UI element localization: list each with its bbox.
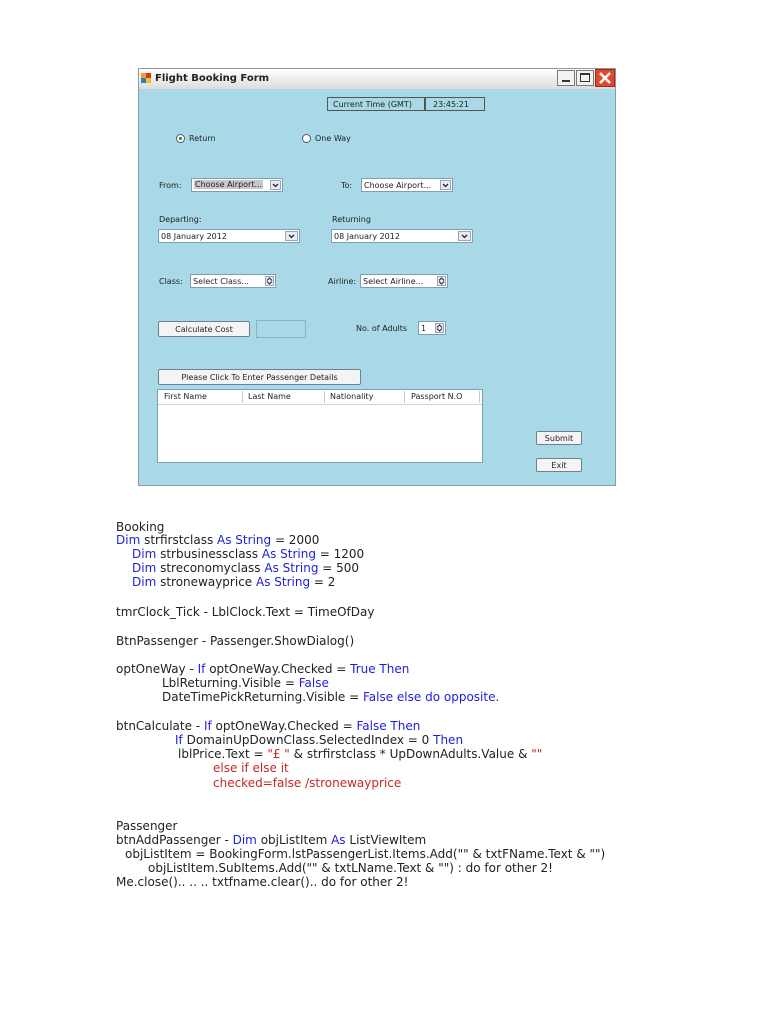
- departing-date-picker[interactable]: 08 January 2012: [158, 229, 300, 243]
- list-header: [158, 390, 482, 405]
- up-down-icon[interactable]: [437, 276, 446, 286]
- code-line-btn-passenger: BtnPassenger - Passenger.ShowDialog(): [116, 634, 355, 648]
- code-line-dim-economyclass: Dim streconomyclass As String = 500: [132, 561, 360, 575]
- from-label: From:: [159, 181, 182, 190]
- app-icon: [141, 73, 151, 83]
- maximize-icon: [580, 73, 590, 82]
- returning-label: Returning: [332, 215, 371, 224]
- column-first-name[interactable]: First Name: [164, 392, 207, 401]
- current-time-label: Current Time (GMT): [327, 97, 425, 111]
- code-line-subitems-add: objListItem.SubItems.Add("" & txtLName.Text & "") : do for other 2!: [148, 861, 553, 875]
- code-line-passenger: Passenger: [116, 819, 178, 833]
- class-label: Class:: [159, 277, 183, 286]
- chevron-down-icon[interactable]: [440, 180, 451, 190]
- class-spinner[interactable]: Select Class...: [190, 274, 276, 288]
- code-line-checked-false: checked=false /stronewayprice: [213, 776, 402, 790]
- code-line-dim-firstclass: Dim strfirstclass As String = 2000: [116, 533, 320, 547]
- return-radio-label: Return: [189, 134, 216, 143]
- close-button[interactable]: [595, 69, 615, 87]
- close-icon: [599, 72, 611, 84]
- adults-spinner[interactable]: 1: [418, 321, 446, 335]
- chevron-down-icon[interactable]: [270, 180, 281, 190]
- code-line-datepicker-returning: DateTimePickReturning.Visible = False else do opposite.: [162, 690, 500, 704]
- submit-button[interactable]: Submit: [536, 431, 582, 445]
- current-time-value: 23:45:21: [425, 97, 485, 111]
- window-title: Flight Booking Form: [155, 73, 270, 84]
- price-display: [256, 320, 306, 338]
- code-line-dim-businessclass: Dim strbusinessclass As String = 1200: [132, 547, 365, 561]
- column-nationality[interactable]: Nationality: [330, 392, 374, 401]
- minimize-icon: [562, 80, 570, 82]
- minimize-button[interactable]: [557, 70, 575, 86]
- code-line-booking: Booking: [116, 520, 165, 534]
- calculate-cost-button[interactable]: Calculate Cost: [158, 321, 250, 337]
- code-line-clock-tick: tmrClock_Tick - LblClock.Text = TimeOfDay: [116, 605, 375, 619]
- maximize-button[interactable]: [576, 70, 594, 86]
- return-radio[interactable]: [176, 134, 185, 143]
- departing-label: Departing:: [159, 215, 202, 224]
- calendar-dropdown-icon[interactable]: [458, 231, 471, 241]
- to-select[interactable]: Choose Airport...: [361, 178, 453, 192]
- code-line-me-close: Me.close().. .. .. txtfname.clear().. do for other 2!: [116, 875, 409, 889]
- column-last-name[interactable]: Last Name: [248, 392, 291, 401]
- code-line-lbl-returning: LblReturning.Visible = False: [162, 676, 329, 690]
- title-bar[interactable]: [139, 69, 615, 89]
- code-line-if-domain: If DomainUpDownClass.SelectedIndex = 0 Then: [175, 733, 464, 747]
- code-line-btn-add-passenger: btnAddPassenger - Dim objListItem As ListViewItem: [116, 833, 427, 847]
- passenger-list[interactable]: [157, 389, 483, 463]
- calendar-dropdown-icon[interactable]: [285, 231, 298, 241]
- to-label: To:: [341, 181, 353, 190]
- code-line-lblprice: lblPrice.Text = "£ " & strfirstclass * UpDownAdults.Value & "": [178, 747, 543, 761]
- code-line-btn-calculate: btnCalculate - If optOneWay.Checked = False Then: [116, 719, 421, 733]
- oneway-radio[interactable]: [302, 134, 311, 143]
- flight-booking-window: [138, 68, 616, 486]
- airline-label: Airline:: [328, 277, 357, 286]
- adults-label: No. of Adults: [356, 324, 408, 333]
- exit-button[interactable]: Exit: [536, 458, 582, 472]
- code-line-opt-oneway: optOneWay - If optOneWay.Checked = True Then: [116, 662, 410, 676]
- airline-spinner[interactable]: Select Airline...: [360, 274, 448, 288]
- column-passport-no[interactable]: Passport N.O: [411, 392, 463, 401]
- oneway-radio-label: One Way: [315, 134, 351, 143]
- returning-date-picker[interactable]: 08 January 2012: [331, 229, 473, 243]
- from-select[interactable]: Choose Airport...: [191, 178, 283, 192]
- code-line-else-if: else if else it: [213, 761, 289, 775]
- code-line-objlistitem-add: objListItem = BookingForm.lstPassengerList.Items.Add("" & txtFName.Text & ""): [125, 847, 606, 861]
- enter-passenger-details-button[interactable]: Please Click To Enter Passenger Details: [158, 369, 361, 385]
- code-line-dim-onewayprice: Dim stronewayprice As String = 2: [132, 575, 336, 589]
- up-down-icon[interactable]: [435, 323, 444, 333]
- up-down-icon[interactable]: [265, 276, 274, 286]
